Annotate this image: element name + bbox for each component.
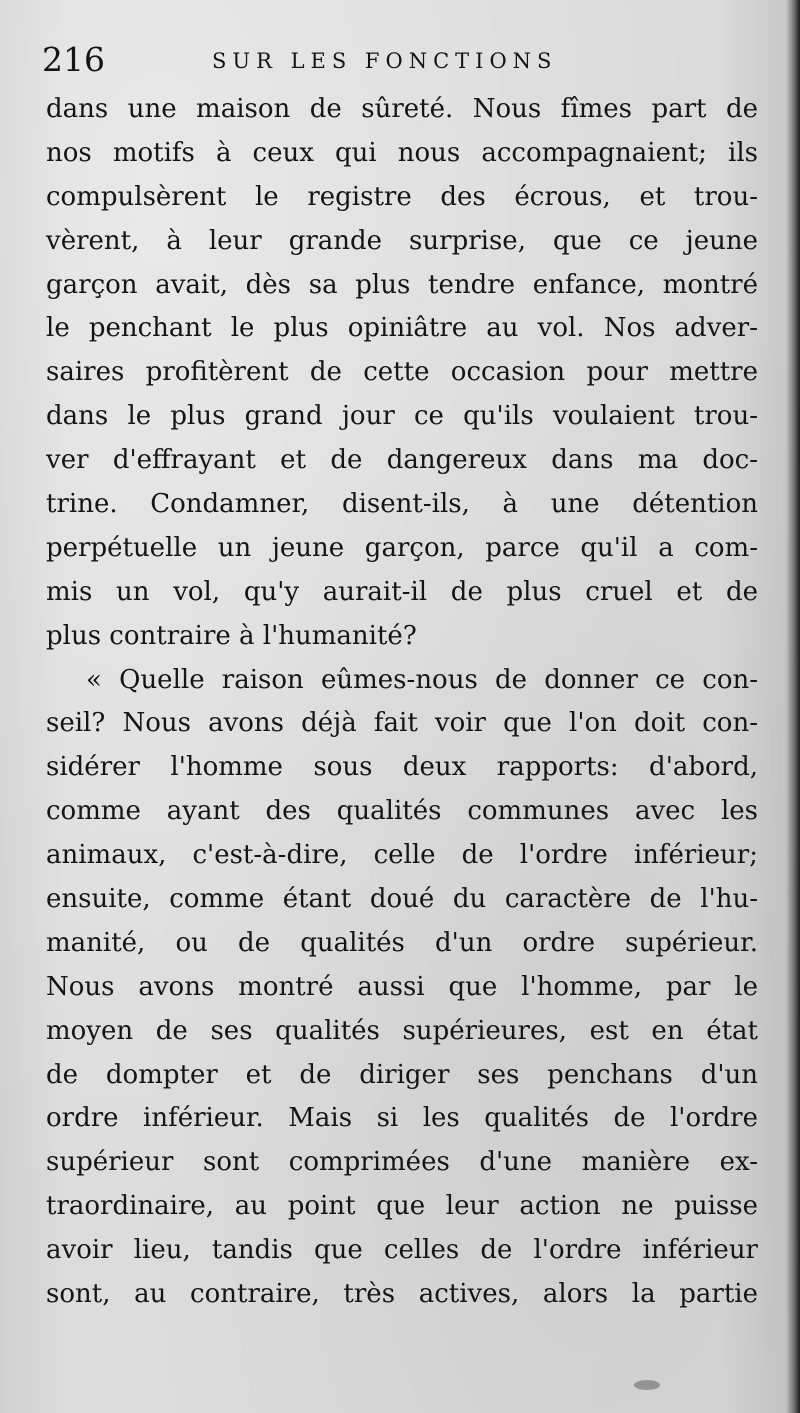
text-line: ordre inférieur. Mais si les qualités de l'ordre [46, 1103, 758, 1134]
text-line: nos motifs à ceux qui nous accompagnaient; ils [46, 137, 758, 168]
text-line: traordinaire, au point que leur action ne puisse [46, 1191, 758, 1222]
page-edge-shadow [786, 0, 800, 1413]
text-line: comme ayant des qualités communes avec les [46, 796, 758, 827]
text-line: trine. Condamner, disent-ils, à une détention [46, 489, 758, 520]
text-line: de dompter et de diriger ses penchans d'un [46, 1059, 758, 1090]
text-line: dans une maison de sûreté. Nous fîmes part de [46, 94, 758, 124]
text-line: compulsèrent le registre des écrous, et trou- [46, 181, 758, 212]
text-line: ver d'effrayant et de dangereux dans ma doc- [46, 445, 758, 476]
text-line: supérieur sont comprimées d'une manière ex- [46, 1147, 758, 1178]
text-line: seil? Nous avons déjà fait voir que l'on doit con- [46, 708, 758, 739]
page-number: 216 [42, 40, 105, 79]
text-line: saires profitèrent de cette occasion pour mettre [46, 357, 758, 388]
text-line: manité, ou de qualités d'un ordre supérieur. [46, 927, 758, 958]
paragraph-first-line: « Quelle raison eûmes-nous de donner ce con- [86, 664, 758, 695]
paragraph-last-line: plus contraire à l'humanité? [46, 620, 417, 651]
text-line: moyen de ses qualités supérieures, est en état [46, 1015, 758, 1046]
ink-smudge [634, 1380, 660, 1390]
text-line: Nous avons montré aussi que l'homme, par le [46, 971, 758, 1002]
text-line: sidérer l'homme sous deux rapports: d'abord, [46, 752, 758, 783]
text-line: animaux, c'est-à-dire, celle de l'ordre inférieur; [46, 840, 758, 871]
text-line: garçon avait, dès sa plus tendre enfance, montré [46, 269, 758, 300]
running-head [40, 34, 760, 84]
text-line: avoir lieu, tandis que celles de l'ordre inférieur [46, 1235, 758, 1266]
text-line: sont, au contraire, très actives, alors la partie [46, 1279, 758, 1310]
text-line: le penchant le plus opiniâtre au vol. Nos adver- [46, 313, 758, 344]
text-line: vèrent, à leur grande surprise, que ce jeune [46, 225, 758, 256]
body-text [46, 88, 758, 1317]
text-line: mis un vol, qu'y aurait-il de plus cruel et de [46, 576, 758, 607]
text-line: ensuite, comme étant doué du caractère de l'hu- [46, 884, 758, 915]
text-line: perpétuelle un jeune garçon, parce qu'il a com- [46, 532, 758, 563]
text-line: dans le plus grand jour ce qu'ils voulaient trou- [46, 401, 758, 432]
running-title: SUR LES FONCTIONS [212, 49, 558, 73]
